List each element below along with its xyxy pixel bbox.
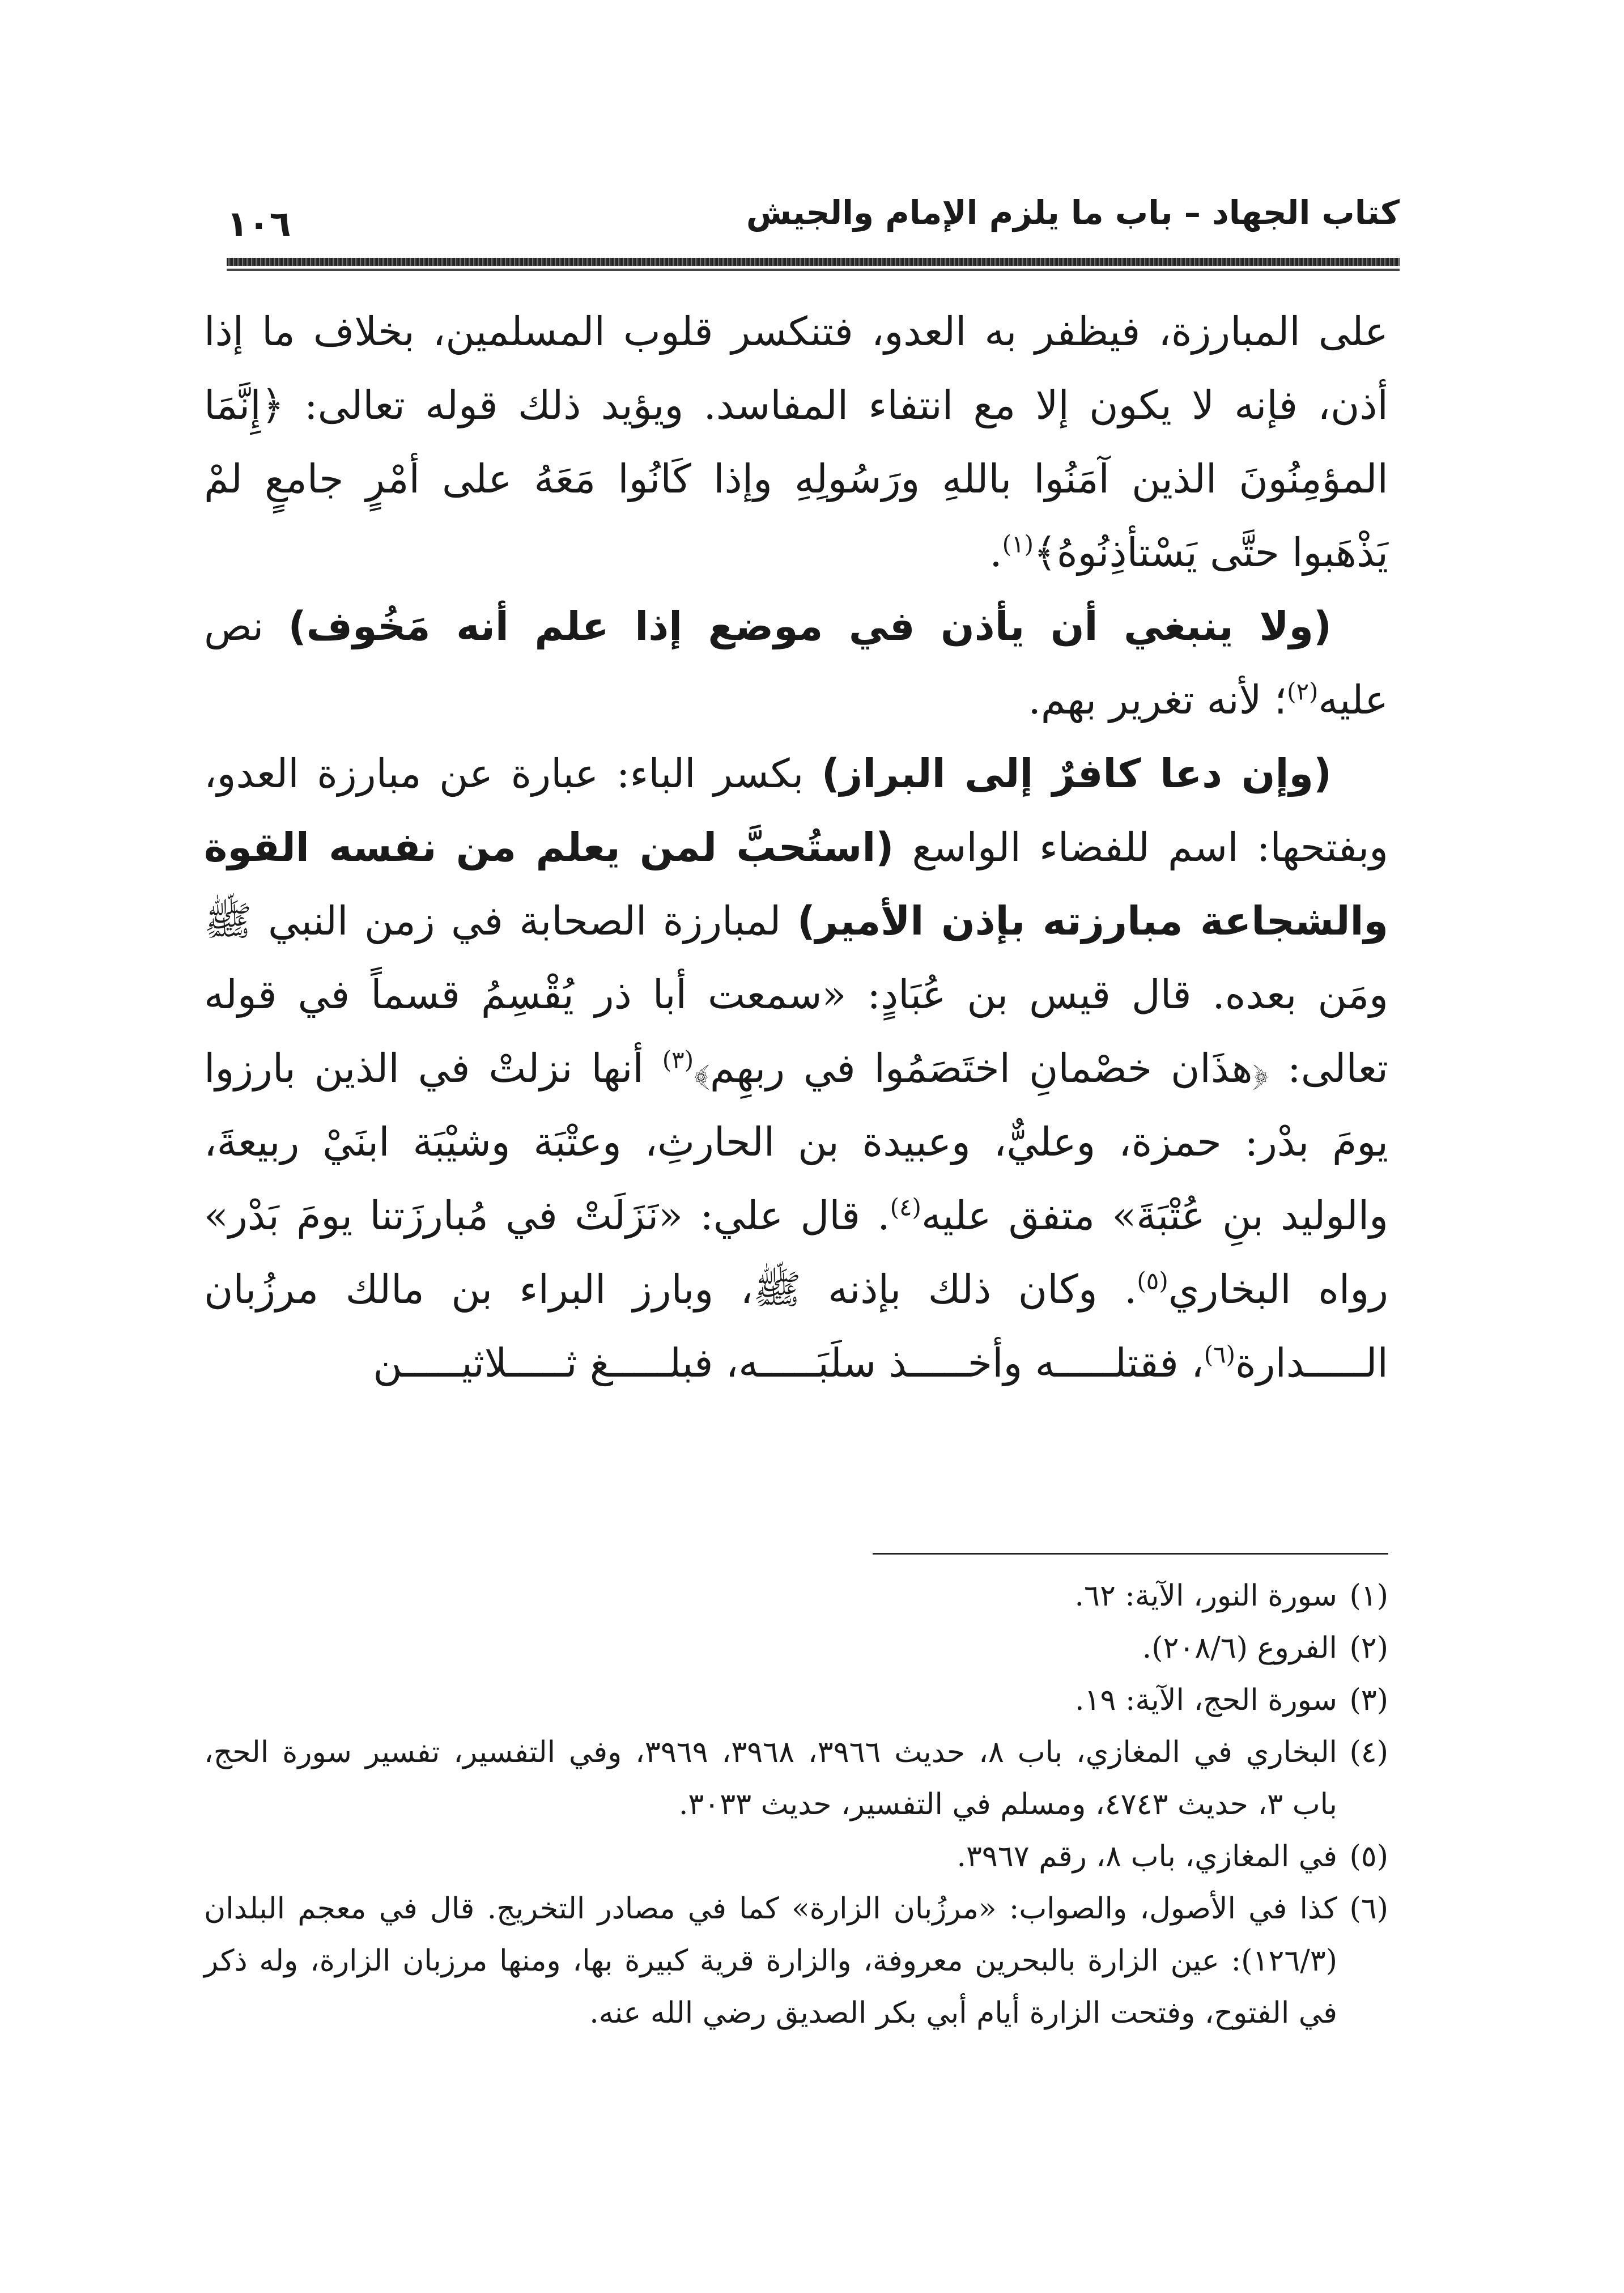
- paragraph-1: [204, 295, 1388, 589]
- paragraph-3: [204, 737, 1388, 1400]
- footnote-ref-4: (٤): [890, 1193, 921, 1221]
- paragraph-3-text-4: . قال علي: «نَزَلَتْ في مُبارزَتنا يومَ بَدْر» رواه البخاري: [204, 1192, 1388, 1313]
- footnote-1: [204, 1570, 1388, 1622]
- paragraph-3-matn-1: (وإن دعا كافرٌ إلى البراز): [821, 750, 1332, 797]
- paragraph-2: [204, 589, 1388, 737]
- footnote-number: (٢): [1349, 1631, 1388, 1665]
- footnote-ref-5: (٥): [1137, 1267, 1168, 1295]
- footnote-4: [204, 1726, 1388, 1831]
- paragraph-3-text-2: لمبارزة الصحابة في زمن النبي ﷺ ومَن بعده. قال قيس بن عُبَادٍ: «سمعت أبا ذر يُقْسِمُ قسماً في قوله تعالى: ﴿هذَان خصْمانِ اختَصَمُوا في ربهِم﴾: [204, 898, 1388, 1092]
- footnote-ref-6: (٦): [1204, 1340, 1235, 1369]
- paragraph-3-text-3: أنها نزلتْ في الذين بارزوا يومَ بدْر: حمزة، وعليٌّ، وعبيدة بن الحارثِ، وعتْبَة وشيْبَة ابنَيْ ربيعةَ، والوليد بنِ عُتْبَةَ» متفق عليه: [204, 1045, 1388, 1239]
- footnotes: [204, 1570, 1388, 2039]
- paragraph-3-text-6: ، فقتلـــــه وأخـــــذ سلَبَـــــه، فبلـــــغ ثـــــلاثيـــــن: [373, 1340, 1204, 1386]
- paragraph-3-text-1: بكسر الباء: عبارة عن مبارزة العدو، وبفتحها: اسم للفضاء الواسع: [204, 750, 1388, 871]
- paragraph-3-text-5: . وكان ذلك بإذنه ﷺ، وبارز البراء بن مالك مرزُبان الـــــدارة: [204, 1266, 1388, 1386]
- footnote-3: [204, 1674, 1388, 1726]
- footnote-6: [204, 1883, 1388, 2039]
- paragraph-2-text: نص عليه: [204, 603, 1388, 723]
- footnote-text: في المغازي، باب ٨، رقم ٣٩٦٧.: [956, 1840, 1337, 1874]
- page-number: ١٠٦: [227, 203, 291, 244]
- footnote-number: (١): [1349, 1579, 1388, 1613]
- paragraph-1-end: .: [989, 529, 1002, 576]
- footnote-text: البخاري في المغازي، باب ٨، حديث ٣٩٦٦، ٣٩٦٨، ٣٩٦٩، وفي التفسير، تفسير سورة الحج، باب ٣، حديث ٤٧٤٣، ومسلم في التفسير، حديث ٣٠٣٣.: [204, 1735, 1337, 1821]
- paragraph-2-end: ؛ لأنه تغرير بهم.: [1028, 677, 1287, 723]
- footnote-ref-3: (٣): [662, 1046, 694, 1074]
- footnote-ref-2: (٢): [1287, 677, 1319, 706]
- paragraph-2-matn: (ولا ينبغي أن يأذن في موضع إذا علم أنه مَخُوف): [288, 603, 1332, 649]
- footnote-text: كذا في الأصول، والصواب: «مرزُبان الزارة» كما في مصادر التخريج. قال في معجم البلدان (١٢٦/٣): عين الزارة بالبحرين معروفة، والزارة قرية كبيرة بها، ومنها مرزبان الزارة، وله ذكر في الفتوح، وفتحت الزارة أيام أبي بكر الصديق رضي الله عنه.: [204, 1892, 1337, 2030]
- header-rule-thin: [227, 269, 1400, 271]
- footnote-number: (٤): [1349, 1735, 1388, 1769]
- page-header: [227, 187, 1400, 261]
- main-text: [204, 295, 1388, 1400]
- footnote-text: الفروع (٢٠٨/٦).: [1142, 1631, 1337, 1665]
- footnote-separator: [873, 1553, 1388, 1555]
- footnote-5: [204, 1831, 1388, 1883]
- paragraph-3-matn-2: (استُحبَّ لمن يعلم من نفسه القوة والشجاعة مبارزته بإذن الأمير): [204, 824, 1388, 944]
- header-rule: [227, 258, 1400, 266]
- footnote-text: سورة النور، الآية: ٦٢.: [1074, 1579, 1337, 1613]
- paragraph-1-text: على المبارزة، فيظفر به العدو، فتنكسر قلوب المسلمين، بخلاف ما إذا أذن، فإنه لا يكون إلا مع انتفاء المفاسد. ويؤيد ذلك قوله تعالى: ﴿إِنَّمَا المؤمِنُونَ الذين آمَنُوا باللهِ ورَسُولِهِ وإذا كَانُوا مَعَهُ على أمْرٍ جامعٍ لمْ يَذْهَبوا حتَّى يَسْتأذِنُوهُ﴾: [204, 308, 1388, 576]
- footnote-2: [204, 1622, 1388, 1674]
- footnote-text: سورة الحج، الآية: ١٩.: [1075, 1683, 1337, 1717]
- footnote-number: (٣): [1349, 1683, 1388, 1717]
- footnote-number: (٦): [1349, 1892, 1388, 1926]
- running-title: كتاب الجهاد – باب ما يلزم الإمام والجيش: [746, 193, 1400, 232]
- footnote-ref-1: (١): [1002, 530, 1034, 558]
- footnote-number: (٥): [1349, 1840, 1388, 1874]
